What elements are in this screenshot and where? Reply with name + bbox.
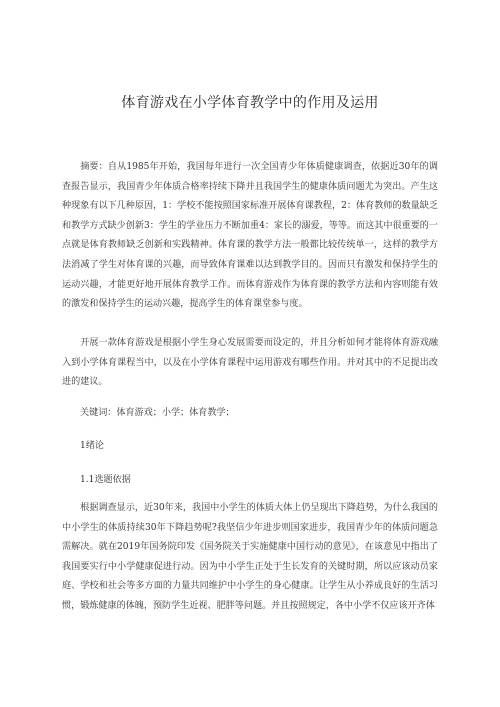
body-paragraph: 根据调查显示，近30年来，我国中小学生的体质大体上仍呈现出下降趋势，为什么我国的中小学生的体质持续30年下降趋势呢?我坚信少年进步则国家进步，我国青少年的体质问题急需解决。就在2019年国务院印发《国务院关于实施健康中国行动的意见》，在该意见中指出了我国要实行中小学健康促进行动。因为中小学生正处于生长发育的关键时期，所以应该动员家庭、学校和社会等多方面的力量共同维护中小学生的身心健康。让学生从小养成良好的生活习惯，锻炼健康的体魄，预防学生近视、肥胖等问题。并且按照规定，各中小学不仅应该开齐体 (62, 503, 438, 611)
intro-block (62, 334, 438, 393)
abstract-block (62, 158, 438, 315)
section-heading-1-1: 1.1选题依据 (80, 475, 131, 485)
section-heading-1: 1绪论 (80, 441, 104, 451)
intro-paragraph: 开展一款体育游戏是根据小学生身心发展需要而设定的，并且分析如何才能将体育游戏融入到小学体育课程当中，以及在小学体育课程中运用游戏有哪些作用。并对其中的不足提出改进的建议。 (62, 338, 438, 388)
keywords-line: 关键词：体育游戏；小学；体育教学； (80, 408, 235, 418)
body-block (62, 499, 438, 617)
document-title: 体育游戏在小学体育教学中的作用及运用 (121, 95, 379, 111)
abstract-paragraph: 摘要：自从1985年开始，我国每年进行一次全国青少年体质健康调查，依据近30年的调查报告显示，我国青少年体质合格率持续下降并且我国学生的健康体质问题尤为突出。产生这种现象有以下几种原因，1：学校不能按照国家标准开展体育课教程，2：体育教师的数量缺乏和教学方式缺少创新3：学生的学业压力不断加重4：家长的溺爱，等等。而这其中很重要的一点就是体育教师缺乏创新和实践精神。体育课的教学方法一般都比较传统单一，这样的教学方法消减了学生对体育课的兴趣，而导致体育课难以达到教学目的。因而只有激发和保持学生的运动兴趣，才能更好地开展体育教学工作。而体育游戏作为体育课的教学方法和内容则能有效的激发和保持学生的运动兴趣，提高学生的体育课堂参与度。 (62, 162, 438, 310)
